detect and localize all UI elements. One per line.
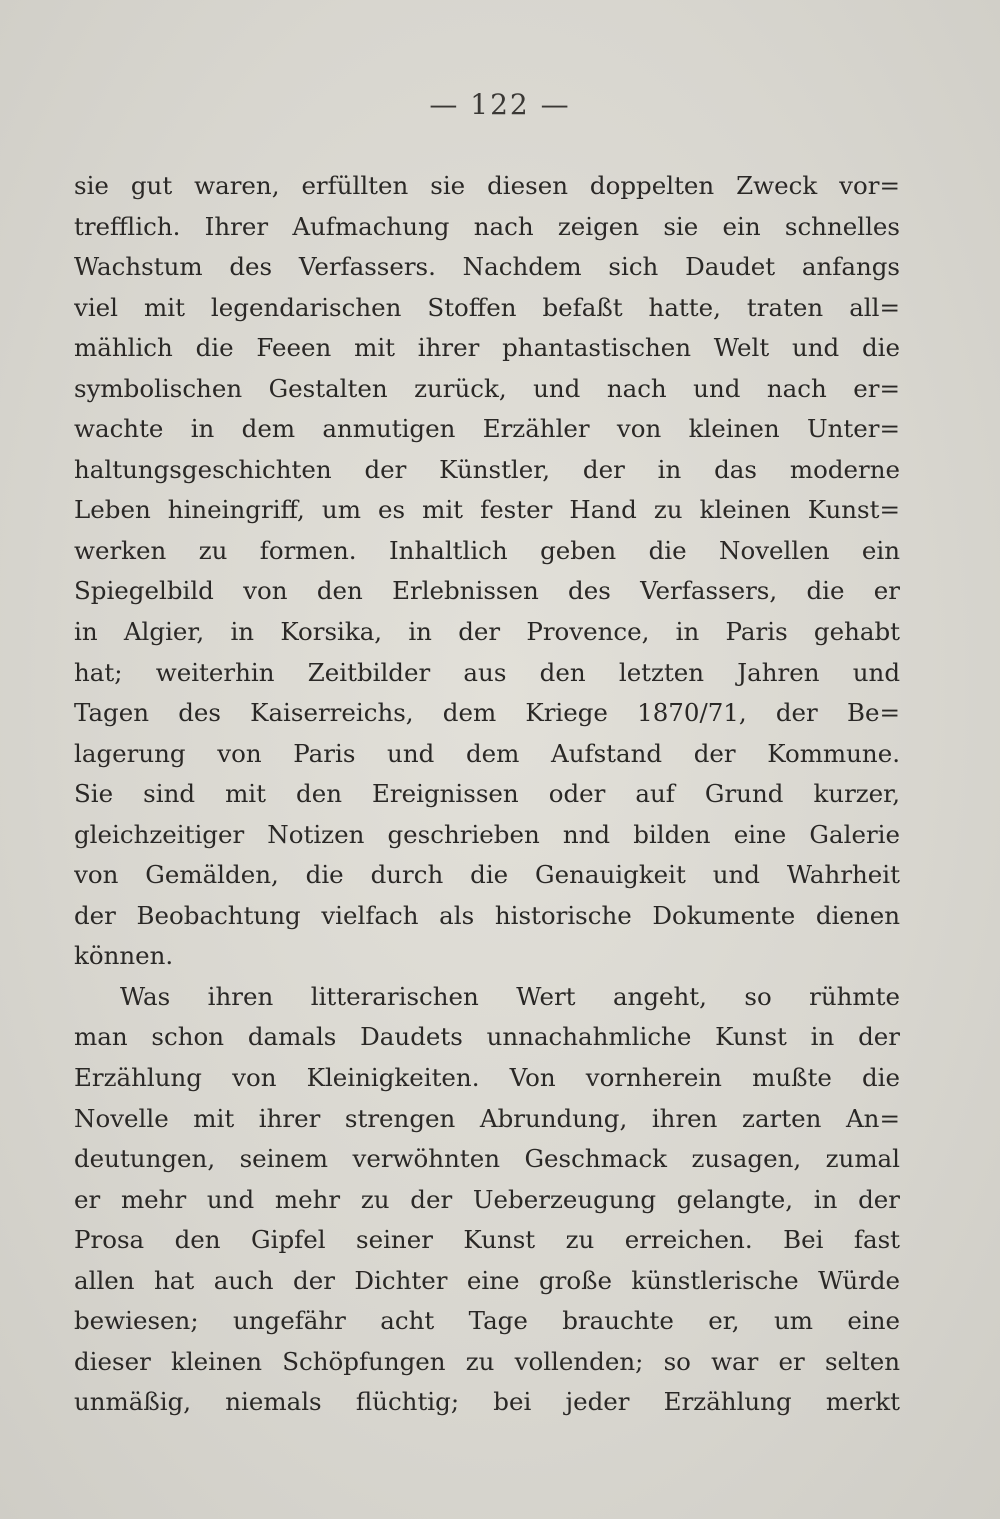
text-line: hat; weiterhin Zeitbilder aus den letzten Jahren und: [74, 657, 900, 687]
text-line: Was ihren litterarischen Wert angeht, so rühmte: [120, 981, 900, 1011]
text-line: Leben hineingriff, um es mit fester Hand zu kleinen Kunst=: [74, 495, 900, 525]
text-line: gleichzeitiger Notizen geschrieben nnd bilden eine Galerie: [74, 819, 900, 849]
paragraph-2: [74, 977, 900, 1423]
text-line: sie gut waren, erfüllten sie diesen doppelten Zweck vor=: [74, 171, 900, 200]
text-line: Wachstum des Verfassers. Nachdem sich Daudet anfangs: [74, 252, 900, 282]
text-line: Spiegelbild von den Erlebnissen des Verfassers, die er: [74, 576, 900, 606]
text-line: Sie sind mit den Ereignissen oder auf Grund kurzer,: [74, 779, 900, 809]
text-line: der Beobachtung vielfach als historische Dokumente dienen: [74, 900, 900, 930]
text-line: man schon damals Daudets unnachahmliche Kunst in der: [74, 1022, 900, 1052]
text-line: lagerung von Paris und dem Aufstand der Kommune.: [74, 738, 900, 768]
text-line: Erzählung von Kleinigkeiten. Von vornherein mußte die: [74, 1063, 900, 1093]
text-line: wachte in dem anmutigen Erzähler von kleinen Unter=: [74, 414, 900, 444]
text-line: er mehr und mehr zu der Ueberzeugung gelangte, in der: [74, 1184, 900, 1214]
body-text: [74, 166, 900, 1423]
text-line: von Gemälden, die durch die Genauigkeit und Wahrheit: [74, 860, 900, 890]
text-line: viel mit legendarischen Stoffen befaßt hatte, traten all=: [74, 292, 900, 322]
paragraph-1: [74, 166, 900, 977]
text-line: allen hat auch der Dichter eine große künstlerische Würde: [74, 1265, 900, 1295]
text-line: symbolischen Gestalten zurück, und nach und nach er=: [74, 373, 900, 403]
text-line: Novelle mit ihrer strengen Abrundung, ihren zarten An=: [74, 1103, 900, 1133]
text-line: mählich die Feeen mit ihrer phantastischen Welt und die: [74, 333, 900, 363]
text-line: haltungsgeschichten der Künstler, der in das moderne: [74, 454, 900, 484]
page-number: — 122 —: [429, 88, 571, 121]
text-line: Prosa den Gipfel seiner Kunst zu erreichen. Bei fast: [74, 1225, 900, 1255]
text-line: bewiesen; ungefähr acht Tage brauchte er, um eine: [74, 1306, 900, 1336]
text-line: dieser kleinen Schöpfungen zu vollenden; so war er selten: [74, 1346, 900, 1376]
text-line: in Algier, in Korsika, in der Provence, in Paris gehabt: [74, 617, 900, 647]
text-line: Tagen des Kaiserreichs, dem Kriege 1870/71, der Be=: [74, 698, 900, 728]
text-line: deutungen, seinem verwöhnten Geschmack zusagen, zumal: [74, 1144, 900, 1174]
text-line: können.: [74, 941, 174, 971]
text-line: trefflich. Ihrer Aufmachung nach zeigen sie ein schnelles: [74, 211, 900, 241]
text-line: werken zu formen. Inhaltlich geben die Novellen ein: [74, 535, 900, 565]
text-line: unmäßig, niemals flüchtig; bei jeder Erzählung merkt: [74, 1387, 900, 1417]
